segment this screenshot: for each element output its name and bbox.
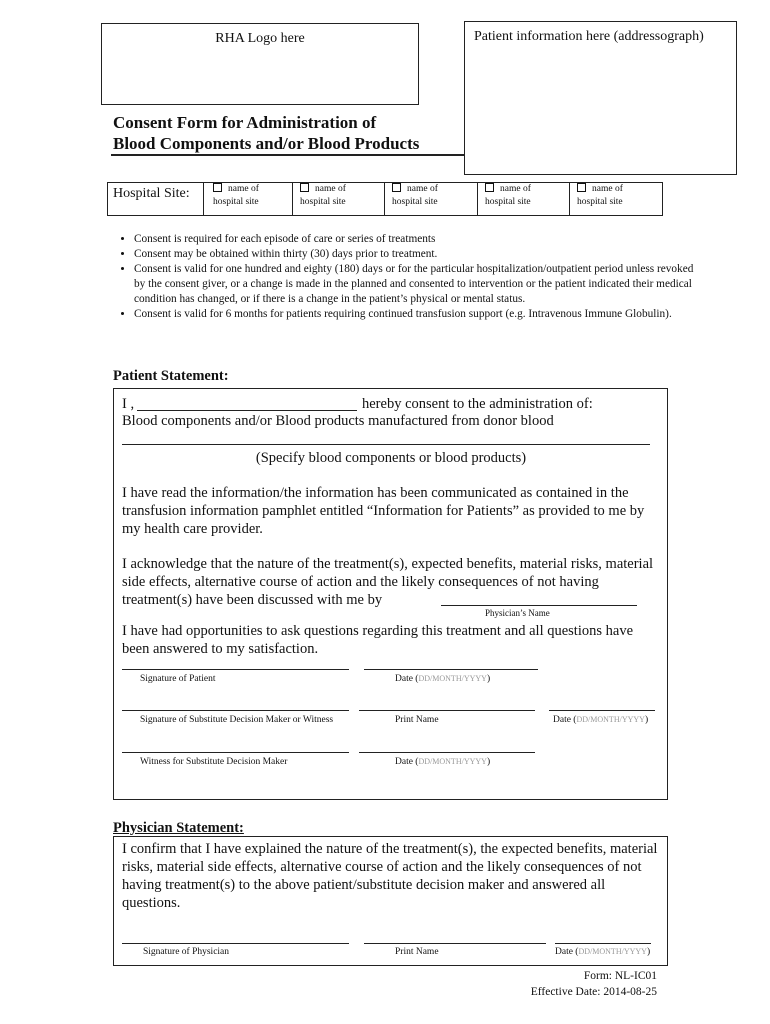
consent-notes (112, 232, 694, 322)
blood-products-field[interactable] (122, 444, 650, 445)
physician-name-field[interactable] (441, 605, 637, 606)
list-item: • Consent is required for each episode of care or series of treatments (134, 232, 694, 247)
signature-physician-label: Signature of Physician (143, 947, 230, 957)
date-label (395, 757, 490, 767)
date-close: ) (486, 674, 491, 684)
physician-para: I confirm that I have explained the nature of the treatment(s), the expected benefits, material risks, material side effects, alternative course of action and the likely consequences of not having treatment(s) to the above patient/substitute decision maker and answered all questions. (122, 841, 658, 911)
hospital-site-option[interactable] (384, 183, 476, 215)
consent-line-i: I , (122, 396, 135, 412)
date-close: ) (646, 947, 651, 957)
title-line-1: Consent Form for Administration of (113, 113, 377, 132)
checkbox[interactable] (213, 183, 222, 192)
site-name-2: hospital site (213, 197, 259, 207)
site-name-2: hospital site (392, 197, 438, 207)
physician-name-label: Physician’s Name (485, 608, 550, 618)
signature-physician-field[interactable] (122, 943, 349, 944)
list-item: • Consent is valid for 6 months for patients requiring continued transfusion support (e.g. Intravenous Immune Globulin). (134, 307, 694, 322)
date-close: ) (486, 757, 491, 767)
form-id: Form: NL-IC01 (583, 970, 657, 982)
para-acknowledge-text: I acknowledge that the nature of the treatment(s), expected benefits, material risks, material side effects, alternative course of action and the likely consequences of not having treatment(s) have been discussed with me by (122, 556, 654, 608)
specify-label: (Specify blood components or blood products) (255, 450, 527, 466)
site-name-2: hospital site (300, 197, 346, 207)
site-name: name of (407, 184, 438, 194)
site-name: name of (315, 184, 346, 194)
logo-placeholder: RHA Logo here (215, 31, 305, 46)
print-name-label: Print Name (395, 715, 439, 725)
date-label (395, 674, 490, 684)
site-name: name of (592, 184, 623, 194)
signature-patient-label: Signature of Patient (140, 674, 216, 684)
date-format: DD/MONTH/YYYY (418, 757, 487, 766)
checkbox[interactable] (300, 183, 309, 192)
signature-substitute-field[interactable] (122, 710, 349, 711)
witness-label: Witness for Substitute Decision Maker (140, 757, 288, 767)
hospital-site-option[interactable] (292, 183, 382, 215)
site-name-2: hospital site (577, 197, 623, 207)
date-label (555, 947, 650, 957)
physician-date-field[interactable] (555, 943, 651, 944)
logo-box (101, 23, 419, 105)
products-line: Blood components and/or Blood products manufactured from donor blood (122, 413, 554, 429)
date-text: Date ( (555, 947, 579, 957)
site-name-2: hospital site (485, 197, 531, 207)
signature-patient-field[interactable] (122, 669, 349, 670)
hospital-site-label: Hospital Site: (113, 186, 190, 201)
date-text: Date ( (395, 674, 419, 684)
date-format: DD/MONTH/YYYY (418, 674, 487, 683)
date-text: Date ( (553, 715, 577, 725)
effective-date: Effective Date: 2014-08-25 (530, 986, 657, 998)
date-substitute-field[interactable] (549, 710, 655, 711)
witness-date-field[interactable] (359, 752, 535, 753)
date-patient-field[interactable] (364, 669, 538, 670)
date-label (553, 715, 648, 725)
para-read: I have read the information/the information has been communicated as contained in the transfusion information pamphlet entitled “Information for Patients” as provided to me by my health care provider. (122, 485, 645, 537)
print-name-label: Print Name (395, 947, 439, 957)
para-questions: I have had opportunities to ask questions regarding this treatment and all questions have been answered to my satisfaction. (122, 623, 634, 657)
physician-print-name-field[interactable] (364, 943, 546, 944)
patient-info-box (464, 21, 737, 175)
patient-name-field[interactable] (137, 410, 357, 411)
print-name-substitute-field[interactable] (359, 710, 535, 711)
witness-signature-field[interactable] (122, 752, 349, 753)
physician-statement-heading: Physician Statement: (113, 820, 244, 836)
patient-statement-heading: Patient Statement: (113, 368, 229, 384)
patient-info-placeholder: Patient information here (addressograph) (474, 29, 704, 44)
consent-line-text: hereby consent to the administration of: (362, 396, 593, 412)
title-line-2: Blood Components and/or Blood Products (113, 134, 420, 153)
site-name: name of (500, 184, 531, 194)
signature-substitute-label: Signature of Substitute Decision Maker or Witness (140, 715, 334, 725)
hospital-site-option[interactable] (569, 183, 662, 215)
date-close: ) (644, 715, 649, 725)
hospital-site-option[interactable] (477, 183, 568, 215)
checkbox[interactable] (577, 183, 586, 192)
hospital-site-option[interactable] (205, 183, 291, 215)
list-item: • Consent may be obtained within thirty (30) days prior to treatment. (134, 247, 694, 262)
date-format: DD/MONTH/YYYY (578, 947, 647, 956)
checkbox[interactable] (485, 183, 494, 192)
divider (203, 182, 204, 216)
checkbox[interactable] (392, 183, 401, 192)
title-underline (111, 154, 464, 156)
para-acknowledge (122, 555, 662, 609)
site-name: name of (228, 184, 259, 194)
list-item: • Consent is valid for one hundred and eighty (180) days or for the particular hospitalization/outpatient period unless revoked by the consent giver, or a change is made in the planned and consented to intervention or the patient indicated their medical condition has changed, or if there is a change in the patient’s physical or mental status. (134, 262, 694, 307)
date-text: Date ( (395, 757, 419, 767)
form-title (113, 112, 419, 154)
date-format: DD/MONTH/YYYY (576, 715, 645, 724)
